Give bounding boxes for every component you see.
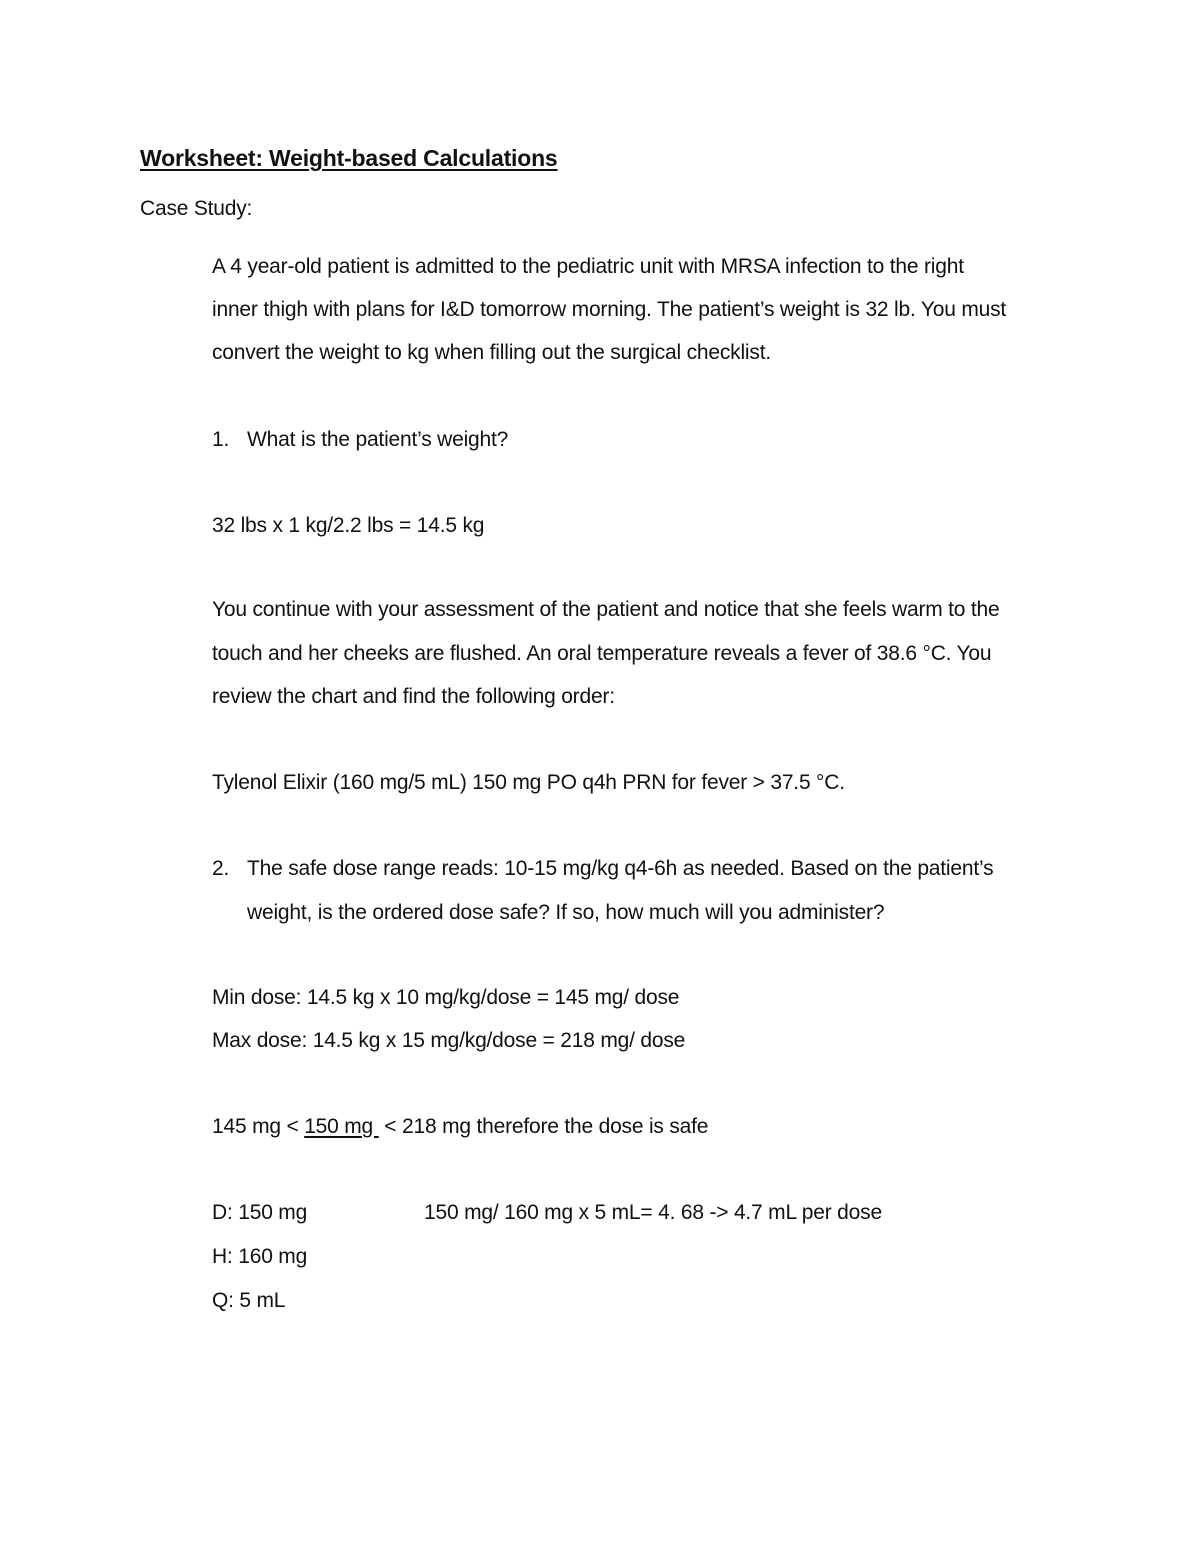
scenario-line-1: A 4 year-old patient is admitted to the pediatric unit with MRSA infection to the right bbox=[212, 255, 964, 278]
comparison-before: 145 mg < bbox=[212, 1115, 305, 1138]
assessment-line-2: touch and her cheeks are flushed. An oral temperature reveals a fever of 38.6 °C. You bbox=[212, 642, 992, 665]
ordered-dose-underlined: 150 mg bbox=[304, 1115, 379, 1138]
desired-dose: D: 150 mg bbox=[212, 1201, 308, 1224]
question-2-line-1: The safe dose range reads: 10-15 mg/kg q4-6h as needed. Based on the patient’s bbox=[247, 857, 994, 880]
dose-comparison bbox=[212, 1113, 708, 1141]
scenario-line-3: convert the weight to kg when filling out the surgical checklist. bbox=[212, 341, 771, 364]
case-study-label: Case Study: bbox=[140, 197, 253, 220]
question-1-text: What is the patient’s weight? bbox=[247, 428, 509, 451]
assessment-line-3: review the chart and find the following order: bbox=[212, 685, 615, 708]
volume-calculation: 150 mg/ 160 mg x 5 mL= 4. 68 -> 4.7 mL per dose bbox=[424, 1201, 882, 1224]
scenario-line-2: inner thigh with plans for I&D tomorrow morning. The patient’s weight is 32 lb. You must bbox=[212, 298, 1007, 321]
question-2 bbox=[212, 855, 993, 883]
question-1-answer: 32 lbs x 1 kg/2.2 lbs = 14.5 kg bbox=[212, 514, 485, 537]
question-1 bbox=[212, 426, 508, 454]
assessment-line-1: You continue with your assessment of the patient and notice that she feels warm to the bbox=[212, 598, 1000, 621]
medication-order: Tylenol Elixir (160 mg/5 mL) 150 mg PO q4h PRN for fever > 37.5 °C. bbox=[212, 771, 845, 794]
comparison-after: < 218 mg therefore the dose is safe bbox=[378, 1115, 709, 1138]
have-dose: H: 160 mg bbox=[212, 1245, 308, 1268]
question-2-number: 2. bbox=[212, 857, 230, 880]
question-2-line-2: weight, is the ordered dose safe? If so, how much will you administer? bbox=[247, 901, 885, 924]
quantity: Q: 5 mL bbox=[212, 1289, 286, 1312]
page-title: Worksheet: Weight-based Calculations bbox=[140, 145, 558, 171]
max-dose: Max dose: 14.5 kg x 15 mg/kg/dose = 218 mg/ dose bbox=[212, 1029, 686, 1052]
min-dose: Min dose: 14.5 kg x 10 mg/kg/dose = 145 mg/ dose bbox=[212, 986, 680, 1009]
question-1-number: 1. bbox=[212, 428, 230, 451]
